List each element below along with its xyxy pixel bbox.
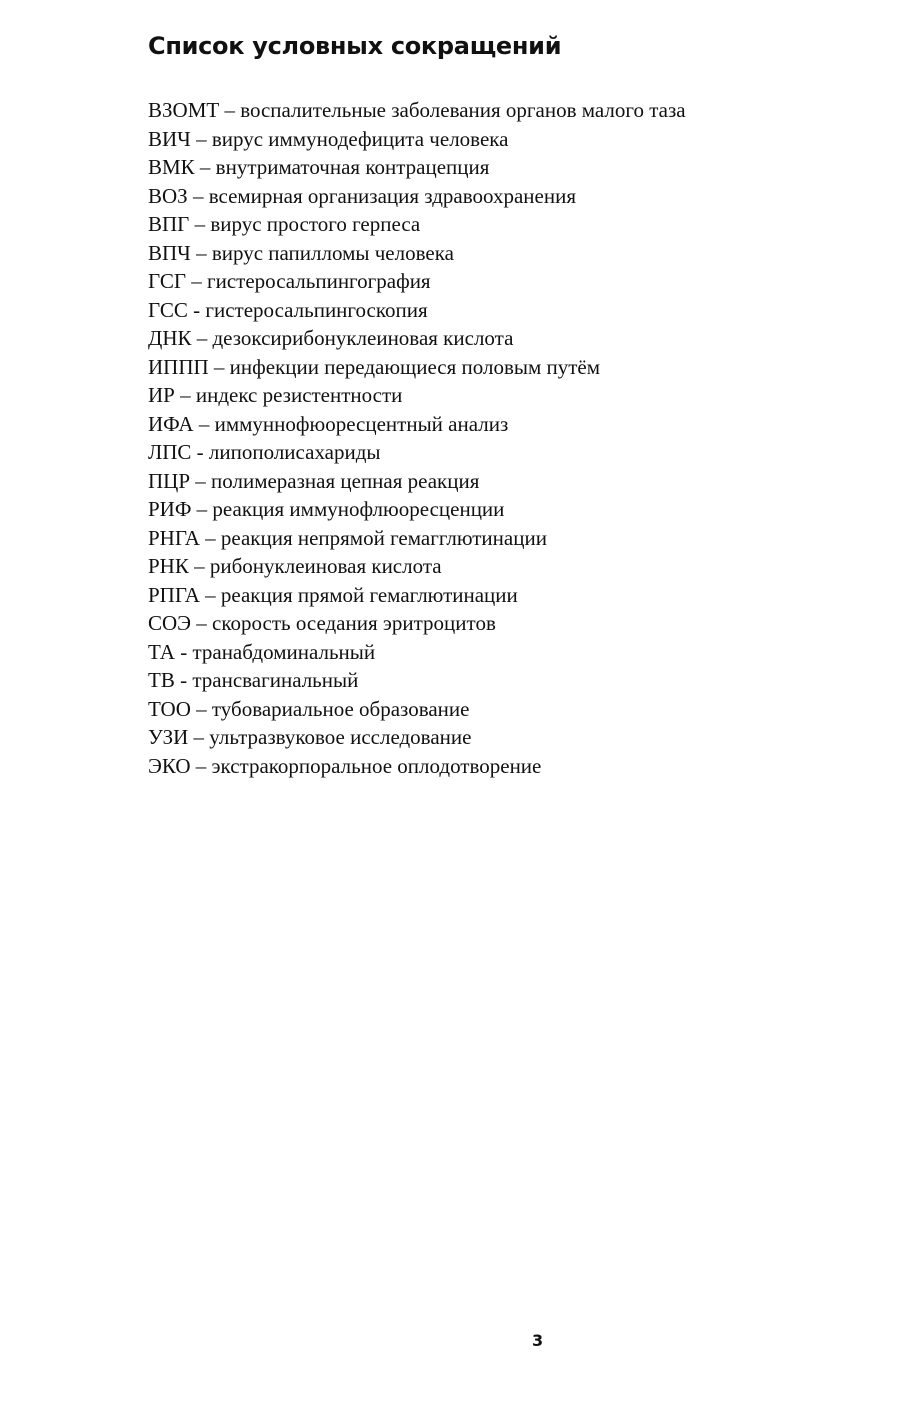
list-item: РИФ – реакция иммунофлюоресценции (148, 497, 505, 521)
list-item: РНГА – реакция непрямой гемагглютинации (148, 525, 547, 550)
list-item: РНК – рибонуклеиновая кислота (148, 554, 442, 578)
page-number: 3 (532, 1331, 544, 1350)
list-item: ЭКО – экстракорпоральное оплодотворение (148, 753, 542, 778)
list-item: ВПЧ – вирус папилломы человека (148, 240, 454, 265)
list-item: ВМК – внутриматочная контрацепция (148, 155, 490, 179)
list-item: ПЦР – полимеразная цепная реакция (148, 468, 480, 493)
page-title: Список условных сокращений (148, 32, 562, 60)
list-item: ВИЧ – вирус иммунодефицита человека (148, 126, 509, 151)
list-item: ВЗОМТ – воспалительные заболевания органов малого таза (148, 98, 686, 122)
list-item: ГСС - гистеросальпингоскопия (148, 297, 428, 322)
abbreviation-list (148, 96, 686, 780)
list-item: ТОО – тубовариальное образование (148, 696, 470, 721)
list-item: ТВ - трансвагинальный (148, 668, 359, 692)
list-item: РПГА – реакция прямой гемаглютинации (148, 582, 518, 607)
list-item: ИФА – иммуннофюоресцентный анализ (148, 411, 509, 436)
list-item: ЛПС - липополисахариды (148, 440, 381, 464)
list-item: ТА - транабдоминальный (148, 639, 376, 664)
list-item: СОЭ – скорость оседания эритроцитов (148, 611, 496, 635)
list-item: ВОЗ – всемирная организация здравоохранения (148, 183, 576, 208)
list-item: ГСГ – гистеросальпингография (148, 269, 431, 293)
list-item: ВПГ – вирус простого герпеса (148, 212, 421, 236)
list-item: ИР – индекс резистентности (148, 383, 403, 407)
list-item: УЗИ – ультразвуковое исследование (148, 725, 472, 749)
list-item: ИППП – инфекции передающиеся половым путём (148, 354, 601, 379)
list-item: ДНК – дезоксирибонуклеиновая кислота (148, 326, 514, 350)
